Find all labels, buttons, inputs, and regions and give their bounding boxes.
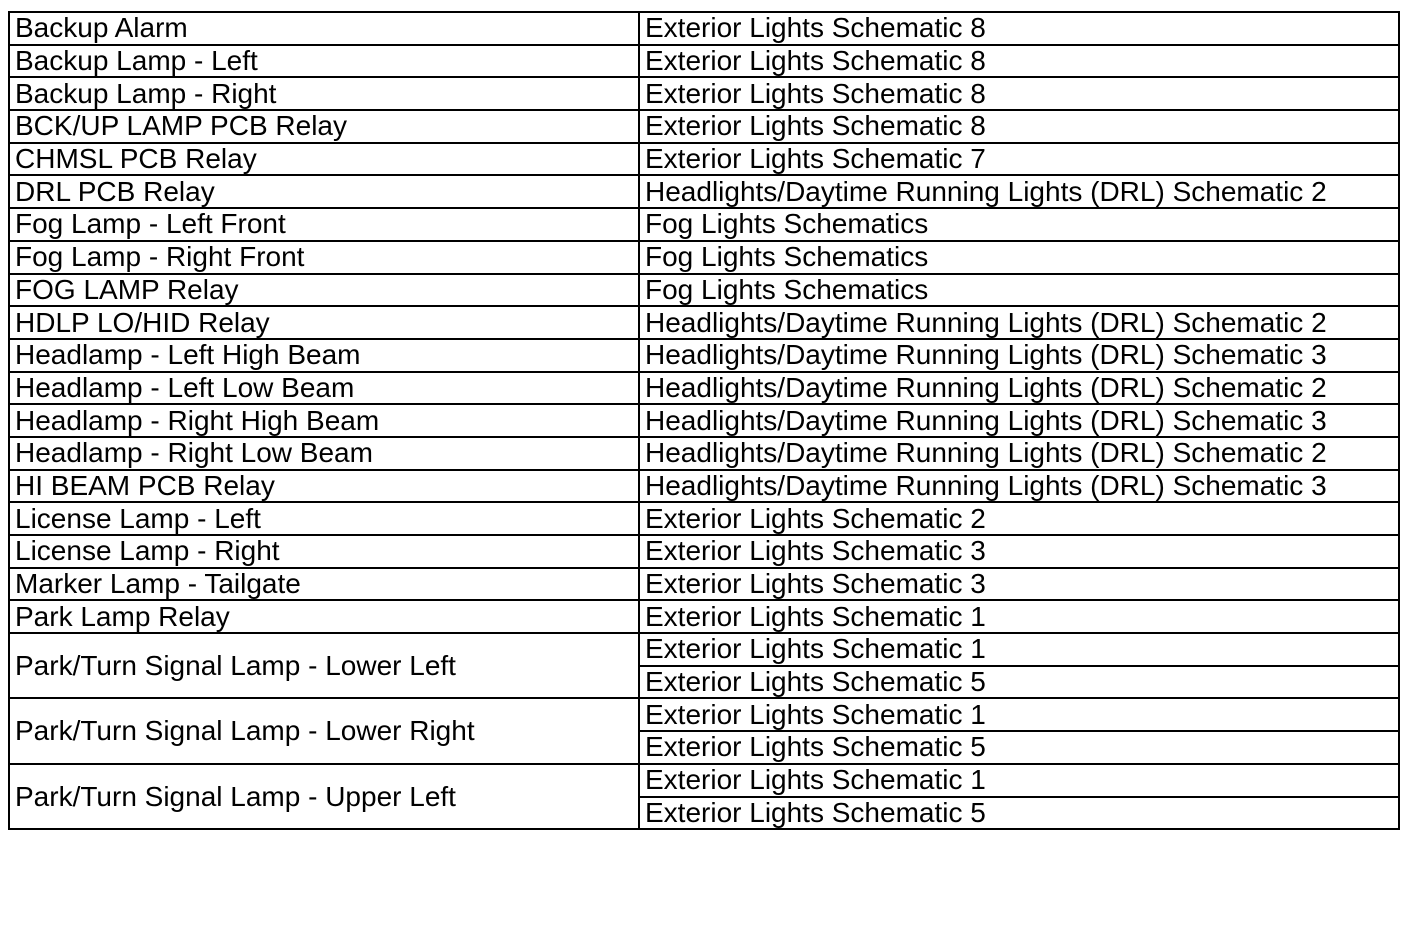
location-cell: Exterior Lights Schematic 5 (639, 666, 1399, 699)
location-cell: Exterior Lights Schematic 3 (639, 535, 1399, 568)
location-cell: Exterior Lights Schematic 7 (639, 143, 1399, 176)
location-cell: Headlights/Daytime Running Lights (DRL) Schematic 3 (639, 470, 1399, 503)
component-cell: Park/Turn Signal Lamp - Upper Left (9, 764, 639, 829)
location-cell: Exterior Lights Schematic 8 (639, 77, 1399, 110)
table-row (9, 404, 1399, 437)
component-location-table (8, 11, 1400, 830)
component-cell: CHMSL PCB Relay (9, 143, 639, 176)
table-row (9, 143, 1399, 176)
component-cell: HDLP LO/HID Relay (9, 306, 639, 339)
location-cell: Exterior Lights Schematic 1 (639, 633, 1399, 666)
location-cell: Exterior Lights Schematic 8 (639, 110, 1399, 143)
table-row (9, 470, 1399, 503)
component-cell: Headlamp - Left Low Beam (9, 372, 639, 405)
component-cell: Fog Lamp - Left Front (9, 208, 639, 241)
location-cell: Exterior Lights Schematic 5 (639, 797, 1399, 830)
component-cell: BCK/UP LAMP PCB Relay (9, 110, 639, 143)
table-row (9, 306, 1399, 339)
location-cell: Headlights/Daytime Running Lights (DRL) Schematic 2 (639, 175, 1399, 208)
component-cell: Headlamp - Right Low Beam (9, 437, 639, 470)
location-cell: Fog Lights Schematics (639, 274, 1399, 307)
table-row (9, 241, 1399, 274)
table-row (9, 372, 1399, 405)
location-cell: Exterior Lights Schematic 8 (639, 45, 1399, 78)
table-row (9, 535, 1399, 568)
location-cell: Headlights/Daytime Running Lights (DRL) Schematic 2 (639, 372, 1399, 405)
location-cell: Exterior Lights Schematic 1 (639, 600, 1399, 633)
table-row (9, 45, 1399, 78)
component-cell: Backup Lamp - Left (9, 45, 639, 78)
component-cell: Backup Alarm (9, 12, 639, 45)
table-row (9, 175, 1399, 208)
table-row (9, 764, 1399, 797)
component-cell: Headlamp - Right High Beam (9, 404, 639, 437)
table-body (9, 12, 1399, 829)
component-cell: HI BEAM PCB Relay (9, 470, 639, 503)
location-cell: Headlights/Daytime Running Lights (DRL) Schematic 3 (639, 404, 1399, 437)
component-cell: Backup Lamp - Right (9, 77, 639, 110)
component-cell: License Lamp - Right (9, 535, 639, 568)
table-row (9, 698, 1399, 731)
table-row (9, 12, 1399, 45)
table-row (9, 437, 1399, 470)
location-cell: Exterior Lights Schematic 8 (639, 12, 1399, 45)
table-row (9, 339, 1399, 372)
location-cell: Exterior Lights Schematic 1 (639, 764, 1399, 797)
component-cell: License Lamp - Left (9, 502, 639, 535)
location-cell: Fog Lights Schematics (639, 241, 1399, 274)
component-cell: Headlamp - Left High Beam (9, 339, 639, 372)
location-cell: Headlights/Daytime Running Lights (DRL) Schematic 2 (639, 306, 1399, 339)
location-cell: Exterior Lights Schematic 3 (639, 568, 1399, 601)
location-cell: Exterior Lights Schematic 1 (639, 698, 1399, 731)
location-cell: Exterior Lights Schematic 2 (639, 502, 1399, 535)
component-cell: Fog Lamp - Right Front (9, 241, 639, 274)
table-row (9, 110, 1399, 143)
table-row (9, 77, 1399, 110)
component-cell: Park/Turn Signal Lamp - Lower Right (9, 698, 639, 763)
table-row (9, 208, 1399, 241)
location-cell: Fog Lights Schematics (639, 208, 1399, 241)
component-cell: Park Lamp Relay (9, 600, 639, 633)
table-row (9, 633, 1399, 666)
location-cell: Headlights/Daytime Running Lights (DRL) Schematic 2 (639, 437, 1399, 470)
component-cell: Park/Turn Signal Lamp - Lower Left (9, 633, 639, 698)
table-row (9, 502, 1399, 535)
table-row (9, 274, 1399, 307)
component-cell: Marker Lamp - Tailgate (9, 568, 639, 601)
component-cell: FOG LAMP Relay (9, 274, 639, 307)
table-row (9, 568, 1399, 601)
location-cell: Exterior Lights Schematic 5 (639, 731, 1399, 764)
component-cell: DRL PCB Relay (9, 175, 639, 208)
table-row (9, 600, 1399, 633)
location-cell: Headlights/Daytime Running Lights (DRL) Schematic 3 (639, 339, 1399, 372)
